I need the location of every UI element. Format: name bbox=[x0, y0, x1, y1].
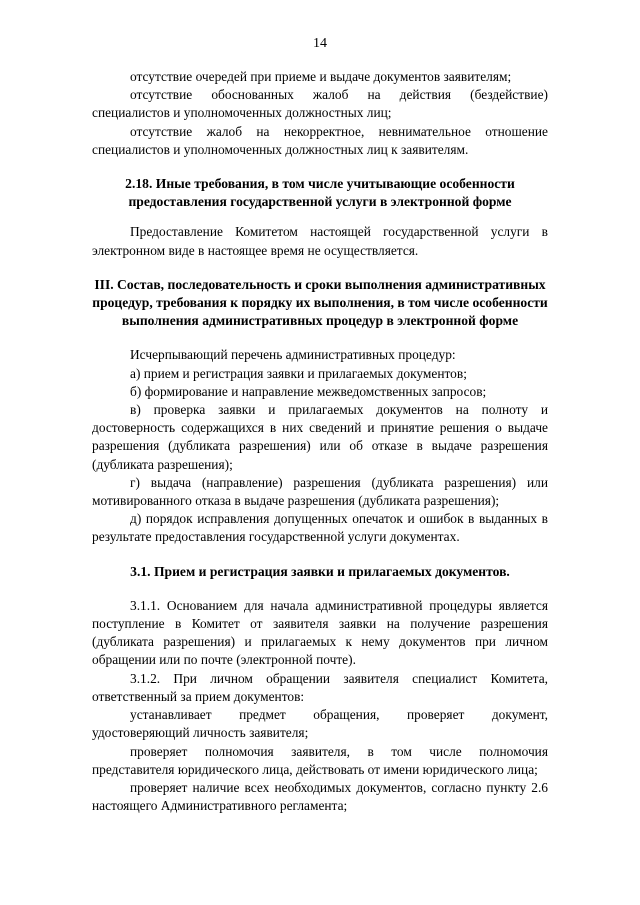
paragraph-3-1-1: 3.1.1. Основанием для начала административной процедуры является поступление в Комитет от заявителя заявки на получение разрешения (дубликата разрешения) и прилагаемых к нему документов при личном обращении или по почте (электронной почте). bbox=[92, 597, 548, 668]
procedure-item-a: а) прием и регистрация заявки и прилагаемых документов; bbox=[130, 365, 467, 381]
section-3-1-heading: 3.1. Прием и регистрация заявки и прилагаемых документов. bbox=[130, 563, 510, 579]
procedure-item-g: г) выдача (направление) разрешения (дубликата разрешения) или мотивированного отказа в выдаче разрешения (дубликата разрешения); bbox=[92, 474, 548, 509]
check-documents-paragraph: проверяет наличие всех необходимых документов, согласно пункту 2.6 настоящего Административного регламента; bbox=[92, 779, 548, 814]
intro-paragraph-2: отсутствие обоснованных жалоб на действия (бездействие) специалистов и уполномоченных должностных лиц; bbox=[92, 87, 548, 121]
section-2-18-text: Предоставление Комитетом настоящей государственной услуги в электронном виде в настоящее время не осуществляется. bbox=[92, 224, 548, 258]
page-content bbox=[92, 68, 548, 815]
check-subject-paragraph: устанавливает предмет обращения, проверяет документ, удостоверяющий личность заявителя; bbox=[92, 707, 548, 741]
section-2-18-heading: 2.18. Иные требования, в том числе учитывающие особенности предоставления государственной услуги в электронной форме bbox=[125, 176, 515, 210]
procedure-item-d: д) порядок исправления допущенных опечаток и ошибок в выданных в результате предоставления государственной услуги документах. bbox=[92, 511, 548, 545]
section-3-intro: Исчерпывающий перечень административных процедур: bbox=[130, 347, 456, 363]
intro-paragraph-3: отсутствие жалоб на некорректное, невнимательное отношение специалистов и уполномоченных должностных лиц к заявителям. bbox=[92, 123, 548, 157]
procedure-item-b: б) формирование и направление межведомственных запросов; bbox=[130, 383, 487, 399]
paragraph-3-1-2: 3.1.2. При личном обращении заявителя специалист Комитета, ответственный за прием документов: bbox=[92, 670, 548, 704]
section-3-heading: III. Состав, последовательность и сроки выполнения административных процедур, требования к порядку их выполнения, в том числе особенности выполнения административных процедур в электронной форме bbox=[92, 276, 548, 329]
intro-paragraph-1: отсутствие очередей при приеме и выдаче документов заявителям; bbox=[130, 69, 512, 84]
check-authority-paragraph: проверяет полномочия заявителя, в том числе полномочия представителя юридического лица, действовать от имени юридического лица; bbox=[92, 743, 548, 777]
procedure-item-v: в) проверка заявки и прилагаемых документов на полноту и достоверность содержащихся в них сведений и принятие решения о выдаче разрешения (дубликата разрешения) или об отказе в выдаче разрешения (дубликата разрешения); bbox=[92, 402, 548, 472]
page-number: 14 bbox=[313, 36, 327, 51]
